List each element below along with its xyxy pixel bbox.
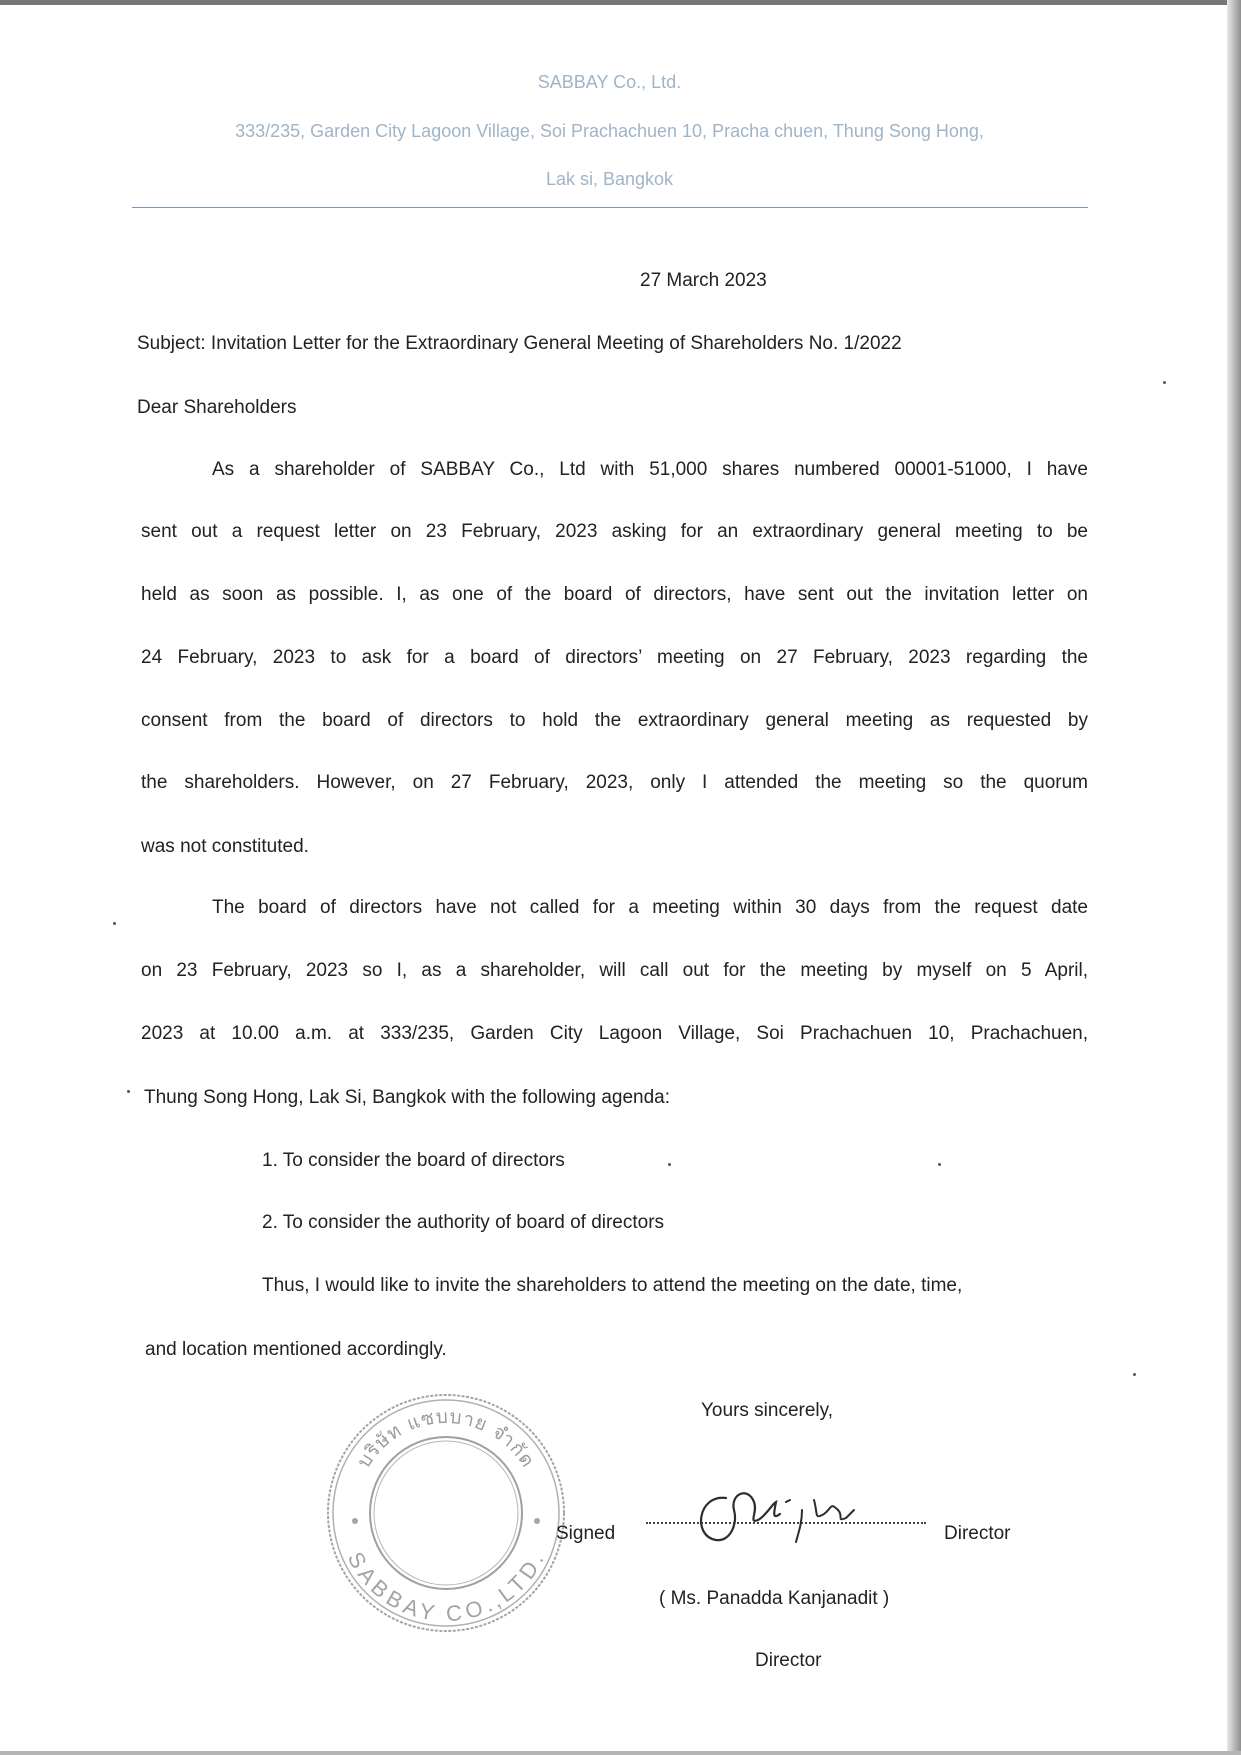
scan-speck [668,1163,671,1166]
signed-role: Director [944,1523,1011,1544]
paragraph-line: and location mentioned accordingly. [145,1339,447,1360]
company-address-line1: 333/235, Garden City Lagoon Village, Soi Prachachuen 10, Pracha chuen, Thung Song Hong, [235,121,984,141]
scan-speck [1133,1373,1136,1376]
paragraph-line: Thung Song Hong, Lak Si, Bangkok with the following agenda: [144,1087,671,1108]
paragraph-line: was not constituted. [141,836,309,857]
paragraph-line: on 23 February, 2023 so I, as a shareholder, will call out for the meeting by myself on 5 April, [141,960,1088,981]
handwritten-signature [686,1480,866,1552]
scan-speck [938,1163,941,1166]
signed-label: Signed [556,1523,616,1544]
signer-title: Director [755,1650,822,1671]
paragraph-line: The board of directors have not called for a meeting within 30 days from the request date [212,897,1088,918]
paragraph-line: the shareholders. However, on 27 February, 2023, only I attended the meeting so the quorum [141,772,1088,793]
signer-name: ( Ms. Panadda Kanjanadit ) [659,1588,890,1609]
paragraph-line: 2023 at 10.00 a.m. at 333/235, Garden City Lagoon Village, Soi Prachachuen 10, Prachachuen, [141,1023,1088,1044]
letterhead-rule [132,207,1088,208]
scan-edge-bottom [0,1751,1241,1755]
scan-speck [1163,381,1166,384]
paragraph-line: Thus, I would like to invite the shareholders to attend the meeting on the date, time, [262,1275,963,1296]
scan-edge-top [0,0,1241,5]
svg-text:SABBAY CO.,LTD.: SABBAY CO.,LTD. [342,1547,550,1627]
scan-speck [113,922,116,925]
closing: Yours sincerely, [701,1400,834,1421]
agenda-item: 2. To consider the authority of board of directors [262,1212,665,1233]
letter-date: 27 March 2023 [640,270,767,291]
paragraph-line: sent out a request letter on 23 February, 2023 asking for an extraordinary general meeting to be [141,521,1088,542]
company-name: SABBAY Co., Ltd. [537,72,682,92]
paragraph-line: consent from the board of directors to hold the extraordinary general meeting as requested by [141,710,1088,731]
salutation: Dear Shareholders [137,397,297,418]
letter-subject: Subject: Invitation Letter for the Extraordinary General Meeting of Shareholders No. 1/2022 [137,333,902,354]
paragraph-line: 24 February, 2023 to ask for a board of directors’ meeting on 27 February, 2023 regarding the [141,647,1088,668]
scan-edge-right [1227,0,1241,1755]
paragraph-line: As a shareholder of SABBAY Co., Ltd with 51,000 shares numbered 00001-51000, I have [212,459,1088,480]
company-seal-stamp [324,1391,568,1635]
company-address-line2: Lak si, Bangkok [545,169,674,189]
scan-speck [127,1090,130,1093]
agenda-item: 1. To consider the board of directors [262,1150,565,1171]
paragraph-line: held as soon as possible. I, as one of the board of directors, have sent out the invitation letter on [141,584,1088,605]
svg-text:บริษัท แซบบาย จำกัด: บริษัท แซบบาย จำกัด [352,1405,540,1472]
